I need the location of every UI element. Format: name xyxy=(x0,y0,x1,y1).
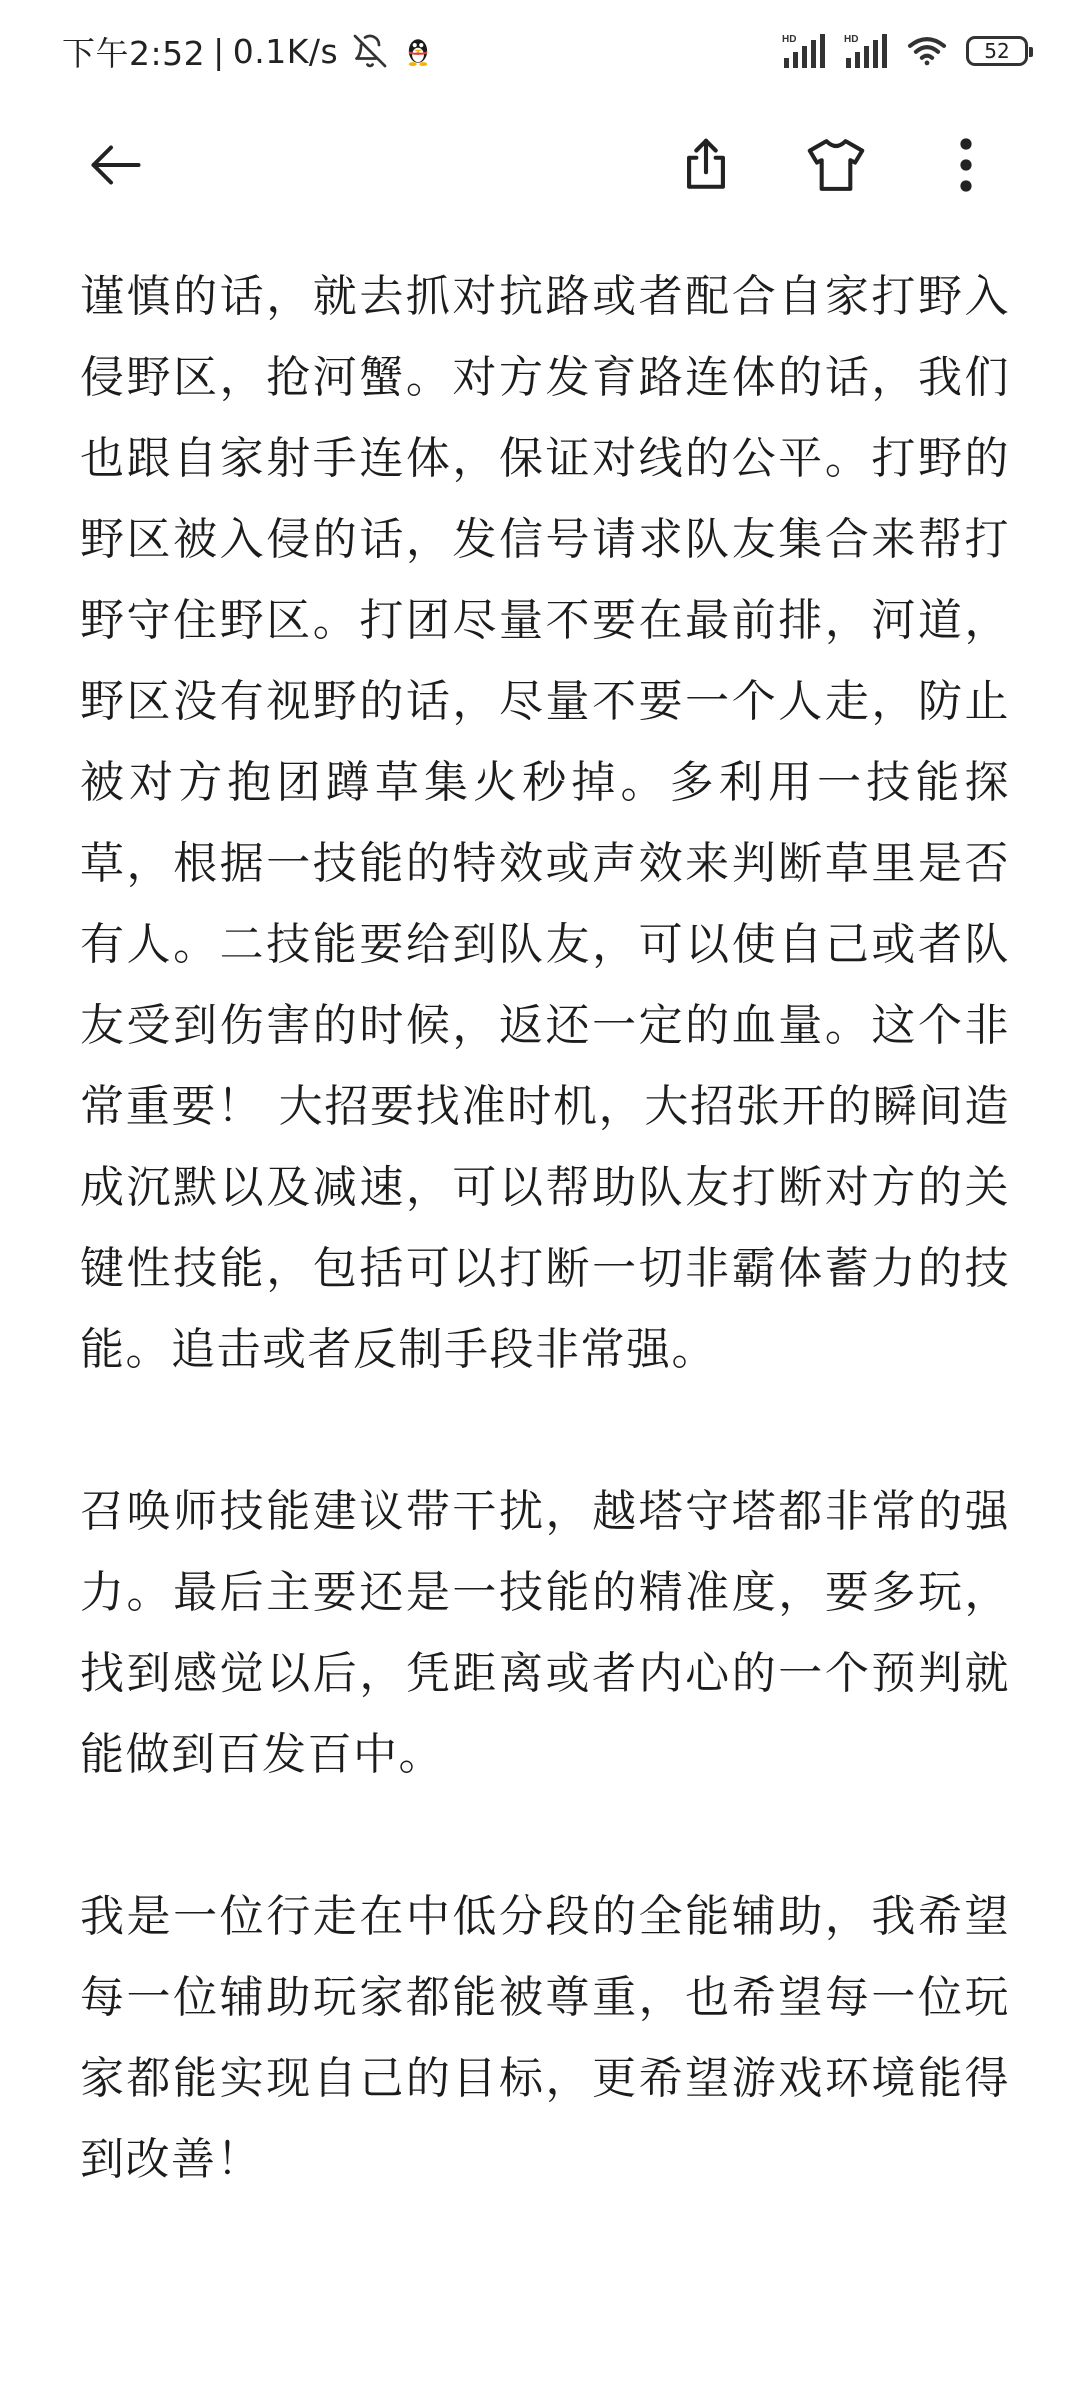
signal-1-hd-label: HD xyxy=(782,34,797,45)
arrow-left-icon xyxy=(86,135,146,195)
share-icon xyxy=(677,136,735,194)
cellular-signal-icon xyxy=(782,32,826,70)
status-left xyxy=(62,26,434,76)
battery-level: 52 xyxy=(984,39,1010,63)
article-paragraph-1: 谨慎的话，就去抓对抗路或者配合自家打野入侵野区，抢河蟹。对方发育路连体的话，我们也跟自家射手连体，保证对线的公平。打野的野区被入侵的话，发信号请求队友集合来帮打野守住野区。打团尽量不要在最前排，河道，野区没有视野的话，尽量不要一个人走，防止被对方抱团蹲草集火秒掉。多利用一技能探草，根据一技能的特效或声效来判断草里是否有人。二技能要给到队友，可以使自己或者队友受到伤害的时候，返还一定的血量。这个非常重要！ 大招要找准时机，大招张开的瞬间造成沉默以及减速，可以帮助队友打断对方的关键性技能，包括可以打断一切非霸体蓄力的技能。追击或者反制手段非常强。 xyxy=(80,271,1010,1375)
bell-off-icon xyxy=(352,33,388,69)
top-toolbar xyxy=(0,100,1080,230)
theme-button[interactable] xyxy=(796,125,876,205)
wifi-icon xyxy=(906,34,948,68)
qq-penguin-icon xyxy=(402,34,434,68)
status-separator: | xyxy=(213,31,225,71)
status-time: 下午2:52 xyxy=(62,33,206,73)
more-vertical-icon xyxy=(956,137,976,193)
more-options-button[interactable] xyxy=(926,125,1006,205)
share-button[interactable] xyxy=(666,125,746,205)
back-button[interactable] xyxy=(76,125,156,205)
status-right xyxy=(764,26,1028,76)
battery-icon xyxy=(966,36,1028,66)
article-body xyxy=(80,256,1010,2200)
signal-2-hd-label: HD xyxy=(844,34,859,45)
cellular-signal-2-icon xyxy=(844,32,888,70)
network-speed: 0.1K/s xyxy=(232,31,339,71)
article-paragraph-2: 召唤师技能建议带干扰，越塔守塔都非常的强力。最后主要还是一技能的精准度，要多玩，找到感觉以后，凭距离或者内心的一个预判就能做到百发百中。 xyxy=(80,1486,1010,1780)
article-paragraph-3: 我是一位行走在中低分段的全能辅助，我希望每一位辅助玩家都能被尊重，也希望每一位玩家都能实现自己的目标，更希望游戏环境能得到改善！ xyxy=(80,1891,1010,2185)
tshirt-icon xyxy=(805,136,867,194)
status-bar xyxy=(0,0,1080,100)
